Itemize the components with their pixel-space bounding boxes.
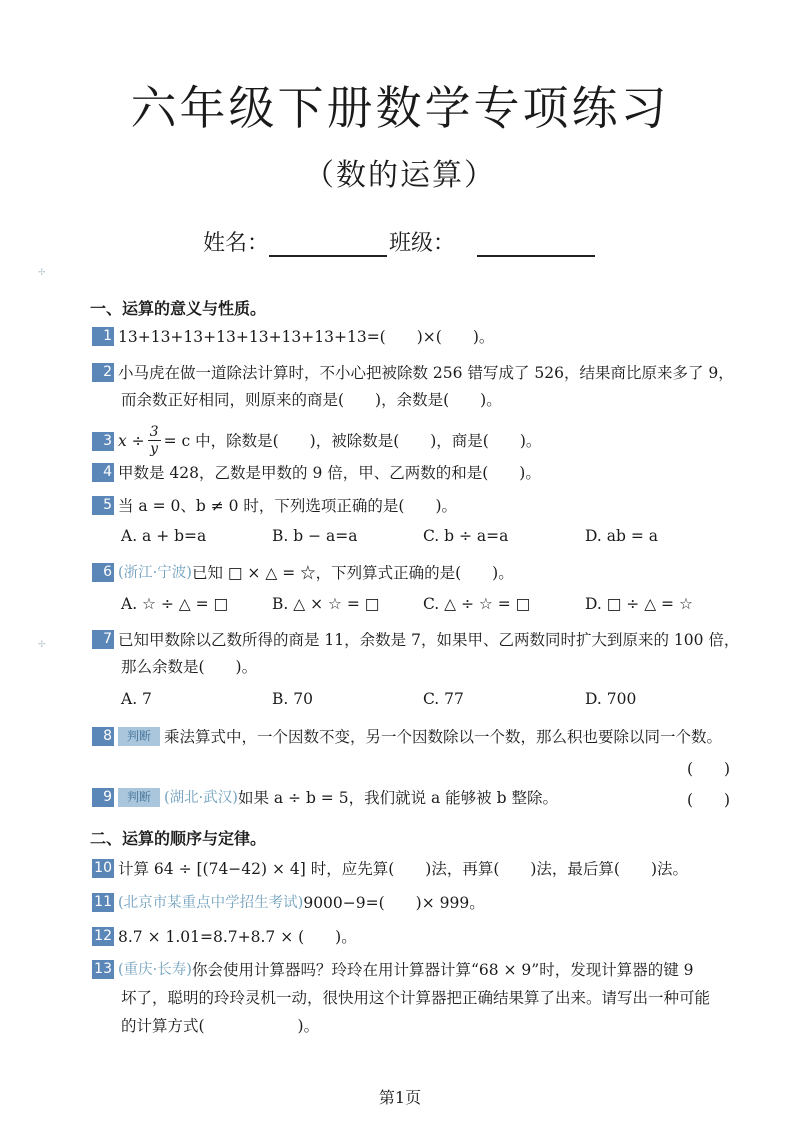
question-number: 4 [92, 463, 114, 482]
question-number: 8 [92, 727, 114, 746]
question-text: 你会使用计算器吗？玲玲在用计算器计算“68 × 9”时，发现计算器的键 9 [191, 961, 694, 979]
fraction-denominator: y [150, 441, 159, 457]
question-number: 11 [92, 893, 114, 912]
fraction-numerator: 3 [149, 424, 159, 440]
question-7 [92, 628, 739, 652]
question-text: 已知 □ × △ = ☆，下列算式正确的是( )。 [191, 564, 514, 582]
page-number: 第1页 [378, 1088, 422, 1107]
question-number: 6 [92, 563, 114, 582]
option-a[interactable]: A. a + b=a [121, 527, 207, 545]
option-b[interactable]: B. △ × ☆ = □ [272, 595, 380, 613]
name-label: 姓名： [203, 231, 270, 256]
question-text: 甲数是 428，乙数是甲数的 9 倍，甲、乙两数的和是( )。 [118, 464, 541, 482]
question-text: 乘法算式中，一个因数不变，另一个因数除以一个数，那么积也要除以同一个数。 [164, 728, 723, 746]
option-a[interactable]: A. ☆ ÷ △ = □ [121, 595, 229, 613]
question-text: 已知甲数除以乙数所得的商是 11，余数是 7，如果甲、乙两数同时扩大到原来的 100 倍， [118, 631, 740, 649]
option-b[interactable]: B. b − a=a [272, 527, 358, 545]
option-c[interactable]: C. b ÷ a=a [423, 527, 509, 545]
option-c[interactable]: C. △ ÷ ☆ = □ [423, 595, 531, 613]
judge-tag: 判断 [118, 788, 160, 807]
page-title: 六年级下册数学专项练习 [130, 81, 670, 135]
equation-left: x ÷ [118, 431, 145, 450]
source-tag: (北京市某重点中学招生考试) [118, 895, 304, 911]
question-number: 13 [92, 960, 114, 979]
question-2 [92, 361, 734, 385]
question-13 [92, 958, 694, 982]
question-5 [92, 494, 457, 518]
question-number: 10 [92, 859, 114, 878]
question-text: 8.7 × 1.01=8.7+8.7 × ( )。 [118, 928, 357, 946]
question-number: 7 [92, 630, 114, 649]
question-10 [92, 857, 688, 881]
question-number: 2 [92, 363, 114, 382]
source-tag: (浙江·宁波) [118, 565, 192, 581]
name-blank[interactable] [269, 227, 387, 257]
question-6 [92, 561, 514, 585]
answer-parentheses[interactable]: ( ) [687, 791, 731, 809]
question-3 [92, 424, 541, 457]
question-text: = c 中，除数是( )，被除数是( )，商是( )。 [163, 431, 542, 450]
name-class-row [203, 226, 595, 257]
section-heading-1: 一、运算的意义与性质。 [90, 299, 267, 318]
margin-mark: ✢ [38, 268, 46, 278]
fraction [148, 424, 161, 457]
section-heading-2: 二、运算的顺序与定律。 [90, 829, 267, 848]
source-tag: (湖北·武汉) [164, 790, 238, 806]
question-text: 9000−9=( )× 999。 [303, 894, 485, 912]
option-d[interactable]: D. 700 [585, 690, 637, 708]
question-number: 5 [92, 496, 114, 515]
question-number: 12 [92, 927, 114, 946]
question-9 [92, 786, 558, 810]
question-4 [92, 461, 541, 485]
question-text-continued: 坏了，聪明的玲玲灵机一动，很快用这个计算器把正确结果算了出来。请写出一种可能 [121, 989, 711, 1007]
option-d[interactable]: D. □ ÷ △ = ☆ [585, 595, 693, 613]
question-text: 小马虎在做一道除法计算时，不小心把被除数 256 错写成了 526，结果商比原来多了 9， [118, 364, 734, 382]
question-12 [92, 925, 357, 949]
class-label: 班级： [389, 231, 456, 256]
page-subtitle: （数的运算） [304, 158, 496, 193]
question-1 [92, 325, 494, 349]
question-text: 计算 64 ÷ [(74−42) × 4] 时，应先算( )法，再算( )法，最后算( )法。 [118, 860, 689, 878]
question-text: 13+13+13+13+13+13+13+13=( )×( )。 [118, 328, 495, 346]
question-11 [92, 891, 485, 915]
question-number: 1 [92, 327, 114, 346]
question-text-continued: 而余数正好相同，则原来的商是( )，余数是( )。 [121, 391, 502, 409]
question-number: 9 [92, 788, 114, 807]
option-d[interactable]: D. ab = a [585, 527, 658, 545]
question-text-continued: 的计算方式( )。 [121, 1017, 320, 1035]
option-a[interactable]: A. 7 [121, 690, 152, 708]
question-text-continued: 那么余数是( )。 [121, 658, 258, 676]
answer-parentheses[interactable]: ( ) [687, 760, 731, 778]
option-b[interactable]: B. 70 [272, 690, 313, 708]
question-text: 如果 a ÷ b = 5，我们就说 a 能够被 b 整除。 [237, 789, 558, 807]
question-number: 3 [92, 432, 114, 451]
option-c[interactable]: C. 77 [423, 690, 464, 708]
margin-mark: ✢ [38, 640, 46, 650]
class-blank[interactable] [477, 227, 595, 257]
judge-tag: 判断 [118, 727, 160, 746]
source-tag: (重庆·长寿) [118, 962, 192, 978]
question-8 [92, 725, 722, 749]
question-text: 当 a = 0、b ≠ 0 时，下列选项正确的是( )。 [118, 497, 458, 515]
